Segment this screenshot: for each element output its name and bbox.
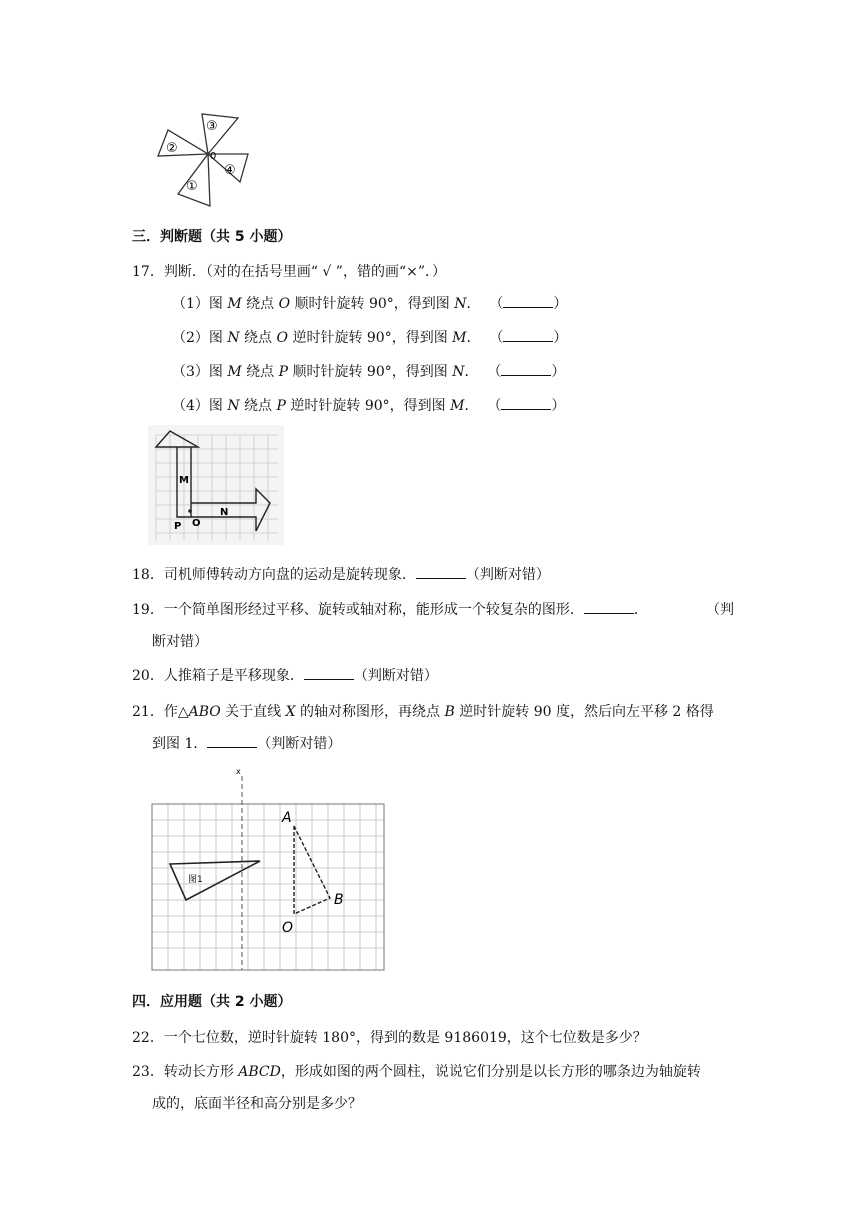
label-3: ③: [206, 119, 218, 134]
section-3-title: 三．判断题（共 5 小题）: [132, 229, 292, 245]
label-a: A: [282, 810, 292, 826]
answer-blank[interactable]: [503, 295, 553, 308]
q18: 18．司机师傅转动方向盘的运动是旋转现象． （判断对错）: [132, 567, 550, 583]
label-o: O: [192, 518, 201, 529]
label-2: ②: [166, 141, 178, 156]
q17-grid-figure: [148, 425, 284, 545]
q23-line1: 23．转动长方形 ABCD，形成如图的两个圆柱，说说它们分别是以长方形的哪条边为轴旋转: [132, 1064, 701, 1080]
answer-blank[interactable]: [503, 329, 553, 342]
label-b: B: [334, 892, 344, 908]
label-m: M: [179, 475, 189, 486]
label-fig1: 图1: [188, 875, 203, 885]
answer-blank[interactable]: [501, 363, 551, 376]
q17-item-2: （2）图 N 绕点 O 逆时针旋转 90°，得到图 M． （ ）: [172, 330, 568, 346]
q22: 22．一个七位数，逆时针旋转 180°，得到的数是 9186019，这个七位数是多少？: [132, 1030, 647, 1046]
q17-stem: 17．判断．（对的在括号里画“ √ ”，错的画“×”．）: [132, 264, 446, 280]
label-o: O: [282, 920, 294, 936]
label-axis-x: x: [236, 767, 241, 776]
q17-item-3: （3）图 M 绕点 P 顺时针旋转 90°，得到图 N． （ ）: [172, 364, 566, 380]
pinwheel-figure: [150, 108, 250, 213]
section-4-title: 四．应用题（共 2 小题）: [132, 994, 292, 1010]
figure-1-triangle: [170, 861, 260, 900]
q23-line2: 成的，底面半径和高分别是多少？: [152, 1096, 362, 1112]
answer-blank[interactable]: [501, 397, 551, 410]
answer-blank[interactable]: [304, 667, 354, 680]
q19-tail: （判: [706, 602, 734, 618]
label-1: ①: [186, 179, 198, 194]
q17-item-1: （1）图 M 绕点 O 顺时针旋转 90°，得到图 N． （ ）: [172, 296, 568, 312]
q19-line2: 断对错）: [152, 634, 208, 650]
answer-blank[interactable]: [207, 735, 257, 748]
q21-grid-figure: [148, 762, 388, 974]
label-p: P: [174, 521, 182, 532]
q21-line2: 到图 1． （判断对错）: [152, 736, 342, 752]
q17-item-4: （4）图 N 绕点 P 逆时针旋转 90°，得到图 M． （ ）: [172, 398, 566, 414]
label-0: 0: [210, 151, 217, 162]
label-4: ④: [224, 163, 236, 178]
answer-blank[interactable]: [584, 601, 634, 614]
q19-line1: 19．一个简单图形经过平移、旋转或轴对称，能形成一个较复杂的图形． ．: [132, 602, 648, 618]
label-n: N: [220, 507, 229, 518]
q21-line1: 21．作△ABO 关于直线 X 的轴对称图形，再绕点 B 逆时针旋转 90 度，然后向左平移 2 格得: [132, 704, 714, 720]
answer-blank[interactable]: [416, 566, 466, 579]
q20: 20．人推箱子是平移现象． （判断对错）: [132, 668, 438, 684]
